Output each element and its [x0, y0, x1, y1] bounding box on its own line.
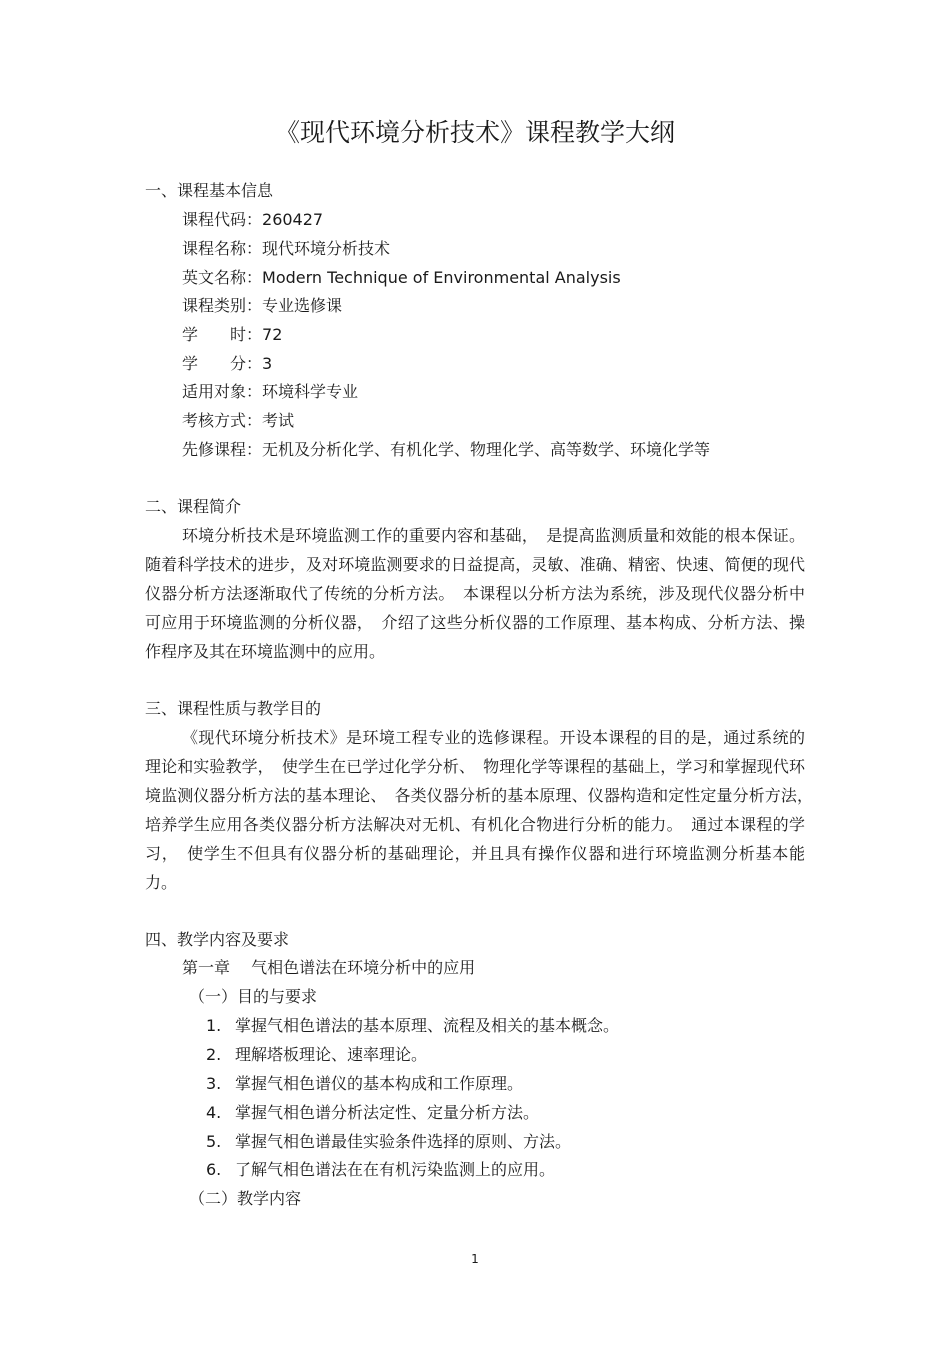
info-value: 现代环境分析技术 — [262, 239, 391, 258]
info-label: 考核方式： — [182, 411, 263, 430]
list-item — [206, 1103, 539, 1123]
list-item — [206, 1160, 555, 1180]
list-text: 掌握气相色谱最佳实验条件选择的原则、方法。 — [235, 1132, 572, 1151]
info-label: 课程类别： — [182, 296, 263, 315]
subsection-heading-content: （二）教学内容 — [189, 1189, 302, 1208]
list-text: 掌握气相色谱分析法定性、定量分析方法。 — [235, 1103, 540, 1122]
info-label: 学 分： — [182, 354, 263, 373]
list-number: 4. — [206, 1103, 222, 1122]
info-row-course-name — [182, 239, 390, 259]
introduction-paragraph: 环境分析技术是环境监测工作的重要内容和基础， 是提高监测质量和效能的根本保证。随着科学技术的进步，及对环境监测要求的日益提高，灵敏、准确、精密、快速、简便的现代仪器分析方法逐渐取代了传统的分析方法。 本课程以分析方法为系统，涉及现代仪器分析中可应用于环境监测的分析仪器， 介绍了这些分析仪器的工作原理、基本构成、分析方法、操作程序及其在环境监测中的应用。 — [145, 526, 805, 661]
info-label: 适用对象： — [182, 382, 263, 401]
list-text: 掌握气相色谱法的基本原理、流程及相关的基本概念。 — [235, 1016, 620, 1035]
info-label: 学 时： — [182, 325, 263, 344]
info-value: 环境科学专业 — [262, 382, 359, 401]
info-value: 专业选修课 — [262, 296, 343, 315]
list-number: 1. — [206, 1016, 222, 1035]
list-number: 5. — [206, 1132, 222, 1151]
list-item — [206, 1016, 619, 1036]
list-item — [206, 1045, 427, 1065]
list-item — [206, 1132, 571, 1152]
subsection-heading-goals: （一）目的与要求 — [189, 987, 318, 1006]
list-text: 掌握气相色谱仪的基本构成和工作原理。 — [235, 1074, 524, 1093]
info-row-credits — [182, 354, 272, 374]
chapter-heading: 第一章 气相色谱法在环境分析中的应用 — [182, 958, 476, 977]
info-label: 先修课程： — [182, 440, 263, 459]
info-row-assessment — [182, 411, 294, 431]
list-text: 了解气相色谱法在在有机污染监测上的应用。 — [235, 1160, 556, 1179]
info-value: 72 — [262, 325, 283, 344]
info-row-english-name — [182, 268, 621, 288]
nature-purpose-paragraph: 《现代环境分析技术》是环境工程专业的选修课程。开设本课程的目的是，通过系统的理论和实验教学， 使学生在已学过化学分析、 物理化学等课程的基础上，学习和掌握现代环境监测仪器分析方法的基本理论、 各类仪器分析的基本原理、仪器构造和定性定量分析方法， 培养学生应用各类仪器分析方法解决对无机、有机化合物进行分析的能力。 通过本课程的学习， 使学生不但具有仪器分析的基础理论，并且具有操作仪器和进行环境监测分析基本能力。 — [145, 728, 822, 892]
list-item — [206, 1074, 523, 1094]
info-value: 260427 — [262, 210, 324, 229]
info-value: 考试 — [262, 411, 295, 430]
section-heading-basic-info: 一、课程基本信息 — [145, 181, 274, 200]
info-label: 英文名称： — [182, 268, 263, 287]
info-row-audience — [182, 382, 358, 402]
info-row-course-code — [182, 210, 323, 230]
info-row-prerequisites — [182, 440, 710, 460]
info-value: 3 — [262, 354, 273, 373]
info-row-hours — [182, 325, 282, 345]
section-heading-nature-purpose: 三、课程性质与教学目的 — [145, 699, 322, 718]
info-value: Modern Technique of Environmental Analysis — [262, 268, 621, 287]
info-label: 课程代码： — [182, 210, 263, 229]
info-row-course-type — [182, 296, 342, 316]
info-value: 无机及分析化学、有机化学、物理化学、高等数学、环境化学等 — [262, 440, 711, 459]
section-heading-introduction: 二、课程简介 — [145, 497, 242, 516]
info-label: 课程名称： — [182, 239, 263, 258]
page-number: 1 — [471, 1252, 479, 1266]
list-number: 3. — [206, 1074, 222, 1093]
document-title: 《现代环境分析技术》课程教学大纲 — [274, 118, 675, 147]
section-heading-content: 四、教学内容及要求 — [145, 930, 290, 949]
list-number: 6. — [206, 1160, 222, 1179]
list-number: 2. — [206, 1045, 222, 1064]
list-text: 理解塔板理论、速率理论。 — [235, 1045, 428, 1064]
